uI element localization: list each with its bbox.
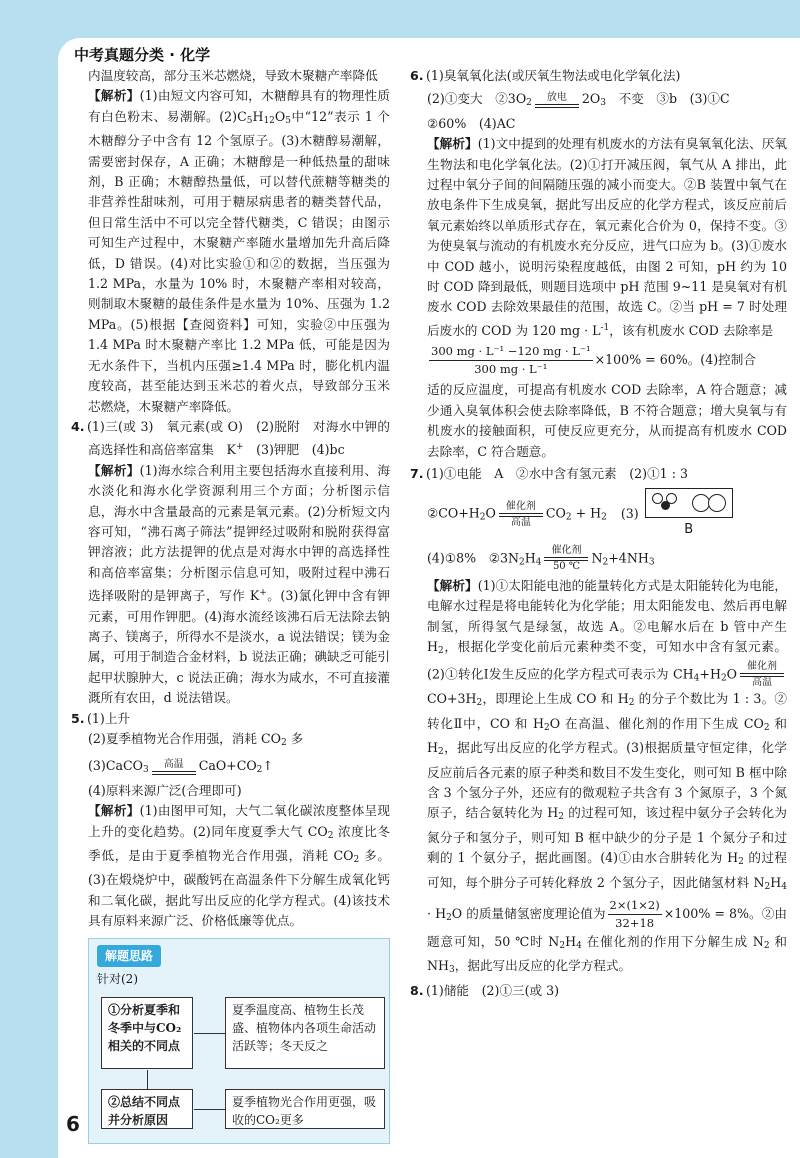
atom — [708, 494, 726, 512]
connector — [194, 1033, 225, 1034]
q7-answer-4: (4)①8% $②3N_2H_4$ 催化剂 50 ℃ $N_2+4NH_3$ — [427, 544, 655, 572]
q6-fraction-line: $\frac{\text{300 mg · L⁻¹ −120 mg · L⁻¹}}{\text{300 mg · L⁻¹}}$ ×100% = 60%。(4)控制合 — [431, 344, 756, 377]
q8-answer-1: 8. (1)储能 (2)①三(或 3) — [427, 981, 787, 1001]
reaction-condition: 催化剂 50 ℃ — [544, 545, 588, 573]
reaction-condition: 催化剂 高温 — [499, 501, 543, 529]
page-number: 6 — [66, 1112, 80, 1136]
analysis-label: 【解析】 — [88, 88, 140, 104]
left-column — [71, 66, 391, 1144]
q4-analysis: 【解析】(1)海水综合利用主要包括海水直接利用、海水淡化和海水化学资源利用三个方面；分析图示信息，海水中含量最高的元素是氧元素。(2)分析短文内容可知，“沸石离子筛法”提钾经过吸附和脱附获得富钾溶液；此方法提钾的优点是对海水中钾的高选择性和高倍率富集；分析图示信息可知，吸附过程中沸石选择吸附的是钾离子，写作 K+。(3)氯化钾中含有钾元素，可用作钾肥。(4)海水流经该沸石后无法除去钠离子、镁离子，所得水不是淡水，a 说法错误；镁为金属，可用于制造合金材料，b 说法正确；碘缺乏可能引起甲状腺肿大，c 说法正确；海水为咸水，不可直接灌溉所有农田，d 说法错误。 — [88, 462, 391, 706]
q8-number: 8. — [410, 982, 424, 998]
flow-step-2: ②总结不同点并分析原因 — [101, 1089, 193, 1129]
prev-analysis: 【解析】(1)由短文内容可知，木糖醇具有的物理性质有白色粉末、易潮解。$(2)C_5H_{12}O_5$中“12”表示 1 个木糖醇分子中含有 12 个氢原子。(3)木糖醇易潮解，需要密封保存，A 正确；木糖醇是一种低热量的甜味剂，B 正确；木糖醇热量低，可以替代蔗糖等糖类的非营养性甜味剂，可用于糖尿病患者的糖类替代品，但日常生活中不可以完全替代糖类，C 错误；由图示可知生产过程中，木聚糖产率随水量增加先升高后降低，D 错误。(4)对比实验①和②的数据，当压强为 1.2 MPa，水量为 10% 时，木聚糖产率相对较高，则制取木聚糖的最佳条件是水量为 10%、压强为 1.2 MPa。(5)根据【查阅资料】可知，实验②中压强为 1.4 MPa 时木聚糖产率比 1.2 MPa 低，可能是因为无水条件下，当机内压强≥1.4 MPa 时，膨化机内温度较高，甚至能达到玉米芯的着火点，导致部分玉米芯燃烧，木聚糖产率降低。 — [88, 88, 391, 414]
flow-detail-2: 夏季植物光合作用更强，吸收的CO₂更多 — [225, 1089, 385, 1129]
molecule-diagram — [645, 488, 733, 540]
flow-detail-1: 夏季温度高、植物生长茂盛、植物体内各项生命活动活跃等；冬天反之 — [225, 997, 385, 1069]
q5-answer-2: (2)夏季植物光合作用强，消耗 $CO_2$ 多 — [88, 731, 304, 748]
q7-answer-2: $②CO+H_2O$ 催化剂 高温 $CO_2 + H_2$ (3) B — [427, 488, 787, 540]
q6-answer-1: 6. (1)臭氧氧化法(或厌氧生物法或电化学氧化法) — [427, 66, 787, 86]
solution-ideas-title: 解题思路 — [97, 945, 161, 967]
analysis-label: 【解析】 — [427, 136, 478, 152]
flow-diagram — [97, 993, 381, 1133]
prev-answer-continuation: 内温度较高，部分玉米芯燃烧，导致木聚糖产率降低 — [88, 68, 378, 83]
q4-answer: 4. (1)三(或 3) 氧元素(或 O) (2)脱附 对海水中钾的高选择性和高倍率富集 K+ (3)钾肥 (4)bc — [71, 418, 390, 458]
solution-ideas-target: 针对(2) — [97, 972, 138, 987]
fraction: $\frac{2\times(1\times 2)}{32+18}$ — [609, 898, 660, 930]
connector — [147, 1070, 148, 1089]
q7-analysis: 【解析】(1)①太阳能电池的能量转化方式是太阳能转化为电能，电解水过程是将电能转化为化学能；用太阳能发电、然后再电解制氢，所得氢气是绿氢，故选 A。②电解水后在 b 管中产生 $H_2$，根据化学变化前后元素种类不变，可知水中含有氢元素。(2)①转化Ⅰ发生反应的化学方程式可表示为 $CH_4+H_2O$ 催化剂 高温 $CO+3H_2$，即理论上生成 CO 和 $H_2$ 的分子个数比为 1 : 3。②转化Ⅱ中，CO 和 $H_2O$ 在高温、催化剂的作用下生成 $CO_2$ 和 $H_2$，据此写出反应的化学方程式。(3)根据质量守恒定律，化学反应前后各元素的原子种类和数目不发生变化，则可知 B 框中除含 3 个氢分子外，还应有的微观粒子共含有 3 个氮原子，3 个氮原子，结合氨转化为 $H_2$ 的过程可知，该过程中氨分子会转化为氮分子和氢分子，则可知 B 框中缺少的分子是 1 个氮分子和过剩的 1 个氨分子，据此画图。(4)①由水合肼转化为 $H_2$ 的过程可知，每个肼分子可转化释放 2 个氢分子，因此储氢材料 $N_2H_4 \cdot H_2O$ 的质量储氢密度理论值为 $\frac{2\times(1\times 2)}{32+18}$ ×100% = 8%。②由题意可知，50 ℃时 $N_2H_4$ 在催化剂的作用下分解生成 $N_2$ 和 $NH_3$，据此写出反应的化学方程式。 — [427, 577, 788, 976]
analysis-label: 【解析】 — [88, 803, 140, 819]
solution-ideas-panel — [88, 938, 390, 1145]
q5-analysis: 【解析】(1)由图甲可知，大气二氧化碳浓度整体呈现上升的变化趋势。(2)同年度夏季大气 $CO_2$ 浓度比冬季低，是由于夏季植物光合作用强，消耗 $CO_2$ 多。(3)在煅烧炉中，碳酸钙在高温条件下分解生成氧化钙和二氧化碳，据此写出反应的化学方程式。(4)该技术具有原料来源广泛、价格低廉等优点。 — [88, 803, 391, 929]
q7-number: 7. — [410, 465, 424, 481]
analysis-label: 【解析】 — [427, 577, 478, 593]
q5-answer-3: (3)CaCO$_3$ 高温 $CaO+CO_2↑$ — [88, 758, 273, 776]
q4-number: 4. — [71, 418, 85, 434]
q6-answer-2: (2)①变大 $②3O_2$ 放电 $2O_3$ 不变 ③b (3)①C — [427, 91, 730, 109]
molecule-box — [645, 488, 733, 518]
flow-step-1: ①分析夏季和冬季中与CO₂相关的不同点 — [101, 997, 193, 1069]
q7-answer-1: 7. (1)①电能 A ②水中含有氢元素 (2)①1 : 3 — [427, 464, 787, 484]
reaction-condition: 高温 — [152, 759, 196, 775]
reaction-condition: 催化剂 高温 — [740, 661, 784, 689]
q6-analysis-cont: 适的反应温度，可提高有机废水 COD 去除率，A 符合题意；减少通入臭氧体积会使去除率降低，B 不符合题意；增大臭氧与有机废水的接触面积，可使反应更充分，从而提高有机废水 COD 去除率，C 符合题意。 — [427, 382, 787, 459]
right-column — [410, 66, 788, 1001]
atom — [666, 493, 677, 504]
page-header: 中考真题分类 · 化学 — [74, 46, 211, 64]
analysis-label: 【解析】 — [88, 462, 140, 478]
q6-answer-3: ②60% (4)AC — [427, 115, 516, 131]
molecule-box-label: B — [684, 522, 694, 538]
connector — [194, 1109, 225, 1110]
q5-answer-1: 5. (1)上升 — [88, 709, 390, 729]
q5-answer-4: (4)原料来源广泛(合理即可) — [88, 782, 242, 798]
atom — [692, 494, 710, 512]
fraction: $\frac{\text{300 mg · L⁻¹ −120 mg · L⁻¹}}{\text{300 mg · L⁻¹}}$ — [431, 344, 591, 377]
q6-analysis: 【解析】(1)文中提到的处理有机废水的方法有臭氧氧化法、厌氧生物法和电化学氧化法。(2)①打开减压阀，氧气从 A 排出，此过程中氧分子间的间隔随压强的减小而变大。②B 装置中氧气在放电条件下生成臭氧，据此写出反应的化学方程式，该反应前后氧元素始终以单质形式存在，氧元素化合价为 0，保持不变。③为使臭氧与流动的有机废水充分反应，进气口应为 b。(3)①废水中 COD 越小，说明污染程度越低，由图 2 可知，pH 约为 10 时 COD 降到最低，则题目选项中 pH 范围 9~11 是臭氧对有机废水 COD 去除效果最佳的范围，故选 C。②当 pH = 7 时处理后废水的 COD 为 120 mg · $L^{-1}$，该有机废水 COD 去除率是 — [427, 136, 788, 338]
q6-number: 6. — [410, 68, 424, 83]
reaction-condition: 放电 — [535, 92, 579, 108]
q5-number: 5. — [71, 710, 85, 726]
